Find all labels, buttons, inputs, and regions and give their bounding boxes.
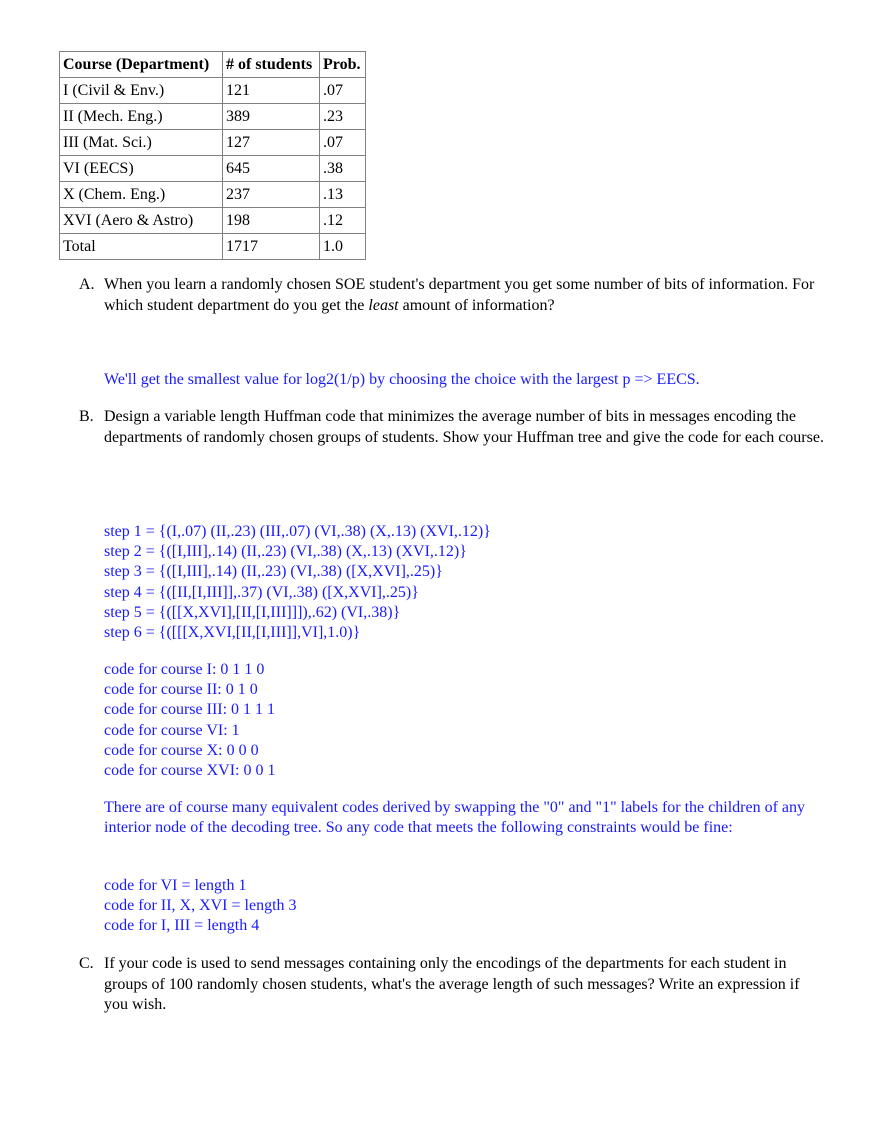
question-c-text: If your code is used to send messages containing only the encodings of the departments for each student in groups of 100 randomly chosen students, what's the average length of such messages? Write an expression if you wish. xyxy=(104,955,800,1013)
course-code: code for course III: 0 1 1 1 xyxy=(104,701,276,719)
answer-a-text: We'll get the smallest value for log2(1/p) by choosing the choice with the largest p => EECS. xyxy=(104,371,700,388)
constraint: code for VI = length 1 xyxy=(104,877,247,894)
table-row xyxy=(60,182,366,208)
huffman-step: step 2 = {([I,III],.14) (II,.23) (VI,.38) (X,.13) (XVI,.12)} xyxy=(104,543,467,561)
cell-students: 198 xyxy=(223,208,320,234)
cell-prob: .38 xyxy=(320,156,366,182)
huffman-step: step 4 = {([II,[I,III]],.37) (VI,.38) ([X,XVI],.25)} xyxy=(104,583,419,601)
cell-students: 127 xyxy=(223,130,320,156)
cell-prob: 1.0 xyxy=(320,234,366,260)
answer-a xyxy=(104,370,824,390)
course-code: code for course VI: 1 xyxy=(104,721,240,739)
constraint: code for I, III = length 4 xyxy=(104,917,260,935)
cell-students: 645 xyxy=(223,156,320,182)
huffman-step: step 6 = {([[[X,XVI,[II,[I,III]],VI],1.0)} xyxy=(104,624,361,642)
cell-course: II (Mech. Eng.) xyxy=(60,104,223,130)
equivalent-codes-note xyxy=(104,798,824,838)
cell-course: III (Mat. Sci.) xyxy=(60,130,223,156)
question-a-letter: A. xyxy=(79,276,95,293)
table-body xyxy=(60,78,366,260)
table-row xyxy=(60,208,366,234)
table-row xyxy=(60,104,366,130)
question-a-text xyxy=(104,275,824,316)
cell-course: I (Civil & Env.) xyxy=(60,78,223,104)
table-header-row xyxy=(60,52,366,78)
cell-prob: .12 xyxy=(320,208,366,234)
code-length-constraints xyxy=(104,876,824,937)
question-a-emphasis: least xyxy=(368,296,399,314)
cell-prob: .23 xyxy=(320,104,366,130)
cell-students: 121 xyxy=(223,78,320,104)
cell-students: 389 xyxy=(223,104,320,130)
department-table-container xyxy=(59,51,366,260)
huffman-step: step 3 = {([I,III],.14) (II,.23) (VI,.38) ([X,XVI],.25)} xyxy=(104,563,443,581)
huffman-step: step 5 = {([[X,XVI],[II,[I,III]]]),.62) (VI,.38)} xyxy=(104,603,401,621)
cell-course: VI (EECS) xyxy=(60,156,223,182)
cell-course: X (Chem. Eng.) xyxy=(60,182,223,208)
course-code: code for course X: 0 0 0 xyxy=(104,741,259,759)
table-row xyxy=(60,156,366,182)
question-a-text-after: amount of information? xyxy=(398,296,555,314)
header-students: # of students xyxy=(223,52,320,78)
note-text: There are of course many equivalent codes derived by swapping the "0" and "1" labels for the children of any interior node of the decoding tree. So any code that meets the following constraints would be fine: xyxy=(104,799,805,837)
course-code: code for course I: 0 1 1 0 xyxy=(104,661,265,678)
cell-prob: .13 xyxy=(320,182,366,208)
question-a-text-before: When you learn a randomly chosen SOE student's department you get some number of bits of information. For which student department do you get the xyxy=(104,276,815,314)
cell-course: XVI (Aero & Astro) xyxy=(60,208,223,234)
course-code: code for course XVI: 0 0 1 xyxy=(104,762,276,780)
table-row xyxy=(60,78,366,104)
header-prob: Prob. xyxy=(320,52,366,78)
huffman-steps xyxy=(104,522,824,643)
question-b-text: Design a variable length Huffman code that minimizes the average number of bits in messages encoding the departments of randomly chosen groups of students. Show your Huffman tree and give the code for each course. xyxy=(104,408,824,446)
header-course: Course (Department) xyxy=(60,52,223,78)
cell-prob: .07 xyxy=(320,78,366,104)
table-row xyxy=(60,234,366,260)
table-row xyxy=(60,130,366,156)
question-c-letter: C. xyxy=(79,955,94,972)
cell-students: 237 xyxy=(223,182,320,208)
question-b-letter: B. xyxy=(79,408,94,425)
department-table xyxy=(59,51,366,260)
cell-prob: .07 xyxy=(320,130,366,156)
huffman-step: step 1 = {(I,.07) (II,.23) (III,.07) (VI,.38) (X,.13) (XVI,.12)} xyxy=(104,523,491,540)
course-code: code for course II: 0 1 0 xyxy=(104,681,258,699)
cell-course: Total xyxy=(60,234,223,260)
huffman-codes xyxy=(104,660,824,781)
cell-students: 1717 xyxy=(223,234,320,260)
constraint: code for II, X, XVI = length 3 xyxy=(104,897,297,915)
